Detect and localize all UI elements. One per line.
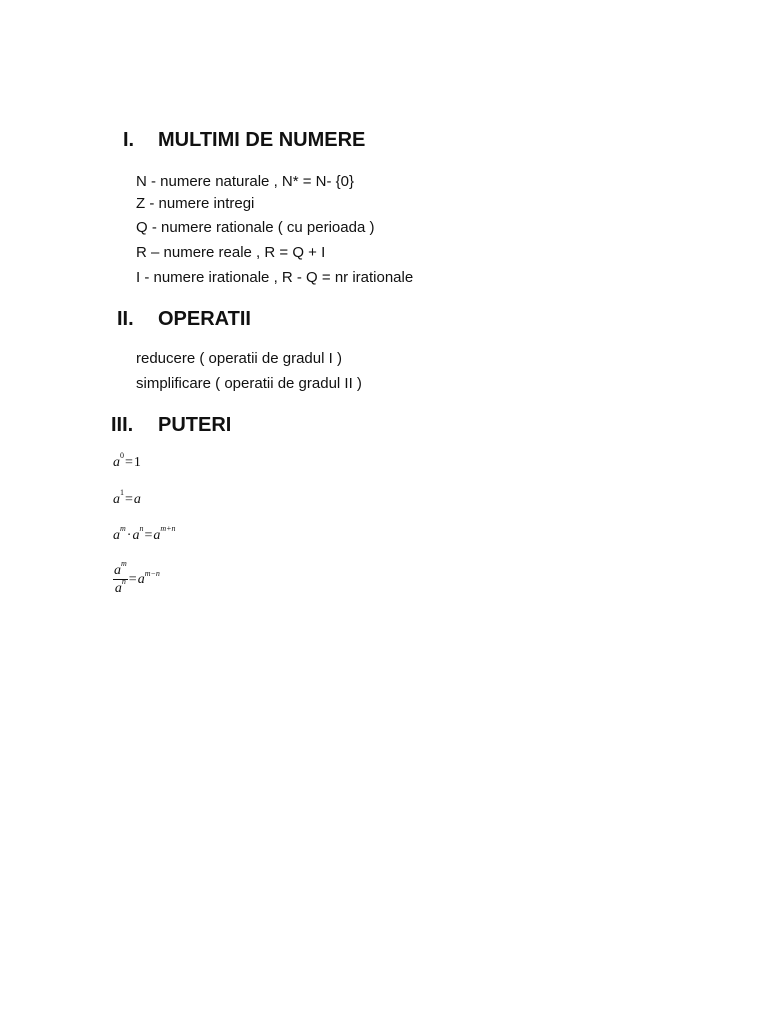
formula-exponent: 0 xyxy=(120,451,124,461)
formula-base: a xyxy=(113,528,120,543)
formula-rhs-exponent: m+n xyxy=(160,524,176,534)
formula-exponent: m xyxy=(121,559,127,569)
text-line: N - numere naturale , N* = N- {0} xyxy=(136,173,355,190)
formula-quotient-rule xyxy=(113,559,160,596)
formula-base: a xyxy=(132,528,140,543)
formula-rhs-base: a xyxy=(153,528,161,543)
formula-rhs: a xyxy=(133,492,141,507)
formula-base: a xyxy=(114,563,121,578)
formula-rhs-base: a xyxy=(137,572,145,588)
formula-exponent: m xyxy=(120,524,126,534)
section-title: PUTERI xyxy=(158,414,232,436)
formula-product-rule xyxy=(113,524,176,544)
formula-power-one xyxy=(113,488,141,508)
fraction-denominator xyxy=(113,577,128,596)
section-title: OPERATII xyxy=(158,308,251,330)
text-line: Z - numere intregi xyxy=(136,195,255,212)
formula-equals: = xyxy=(125,455,133,470)
formula-equals: = xyxy=(144,528,153,543)
formula-base: a xyxy=(113,455,120,470)
section-number: III. xyxy=(111,414,134,436)
formula-base: a xyxy=(113,492,120,507)
formula-exponent: n xyxy=(139,524,144,534)
text-line: reducere ( operatii de gradul I ) xyxy=(136,350,342,367)
formula-rhs: 1 xyxy=(133,455,141,470)
formula-rhs-exponent: m−n xyxy=(144,568,160,578)
formula-equals: = xyxy=(128,572,137,588)
formula-fraction xyxy=(113,559,128,596)
formula-power-zero xyxy=(113,451,141,471)
formula-exponent: 1 xyxy=(120,488,124,498)
formula-exponent: n xyxy=(121,577,126,587)
section-number: II. xyxy=(117,308,134,330)
section-title: MULTIMI DE NUMERE xyxy=(158,129,366,151)
text-line: R – numere reale , R = Q + I xyxy=(136,244,326,261)
formula-equals: = xyxy=(125,492,133,507)
formula-base: a xyxy=(114,581,122,596)
formula-dot: · xyxy=(126,528,132,543)
text-line: I - numere irationale , R - Q = nr irationale xyxy=(136,269,414,286)
text-line: Q - numere rationale ( cu perioada ) xyxy=(136,219,375,236)
section-number: I. xyxy=(123,129,135,151)
text-line: simplificare ( operatii de gradul II ) xyxy=(136,375,362,392)
